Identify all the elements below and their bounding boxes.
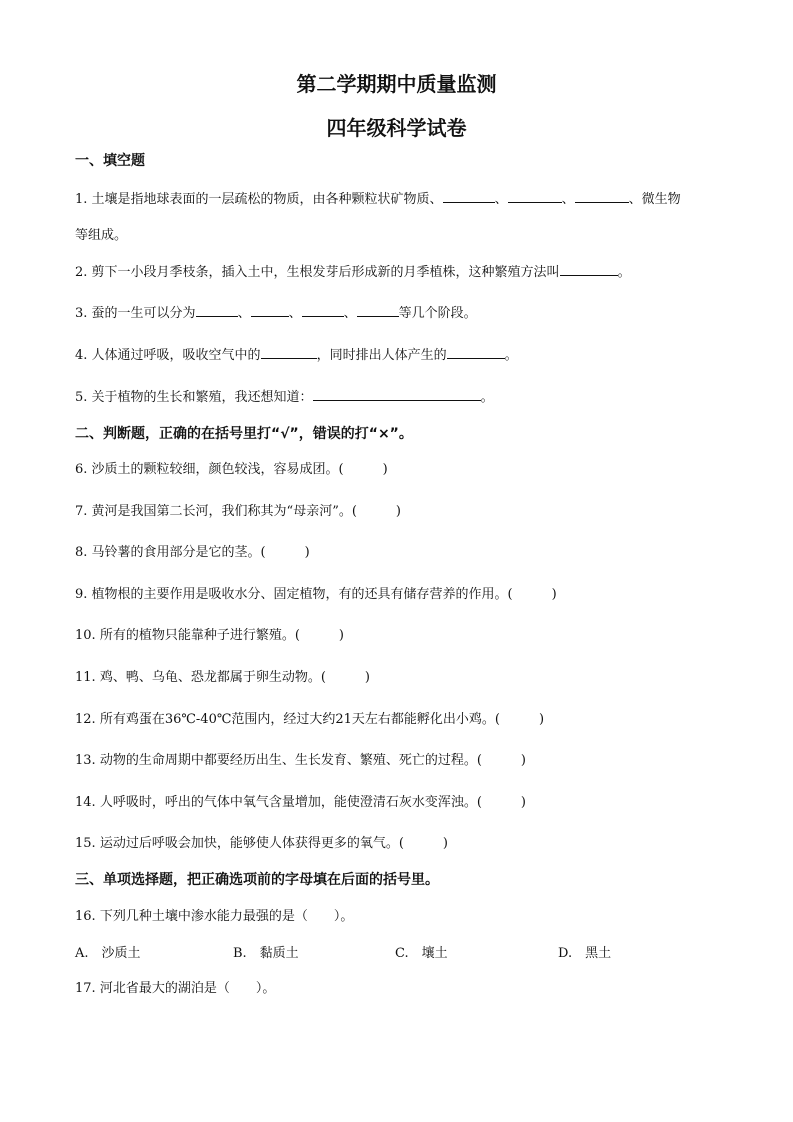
question-number: 1. (75, 192, 88, 207)
question-number: 4. (75, 348, 88, 363)
question-8 (75, 541, 310, 560)
question-text: 。 (617, 265, 631, 280)
question-2 (75, 261, 631, 280)
question-text: 黄河是我国第二长河，我们称其为“母亲河”。( ) (91, 504, 401, 519)
question-text: 所有的植物只能靠种子进行繁殖。( ) (99, 628, 344, 643)
section-multiple-choice-heading: 三、单项选择题，把正确选项前的字母填在后面的括号里。 (75, 872, 439, 888)
answer-blank[interactable] (575, 191, 629, 203)
question-number: 9. (75, 587, 88, 602)
section-fill-blank-heading: 一、填空题 (75, 153, 145, 169)
question-text: 关于植物的生长和繁殖，我还想知道： (91, 390, 313, 405)
question-17 (75, 977, 275, 996)
answer-blank[interactable] (508, 191, 562, 203)
question-number: 16. (75, 909, 96, 924)
question-number: 12. (75, 712, 96, 727)
answer-blank[interactable] (261, 347, 317, 359)
question-number: 11. (75, 670, 96, 685)
option-b[interactable]: B. 黏质土 (233, 946, 299, 961)
question-number: 8. (75, 545, 88, 560)
separator: 、 (494, 192, 508, 207)
question-text: 。 (480, 390, 494, 405)
answer-blank[interactable] (357, 305, 399, 317)
question-number: 13. (75, 753, 96, 768)
answer-blank[interactable] (302, 305, 344, 317)
question-number: 2. (75, 265, 88, 280)
question-11 (75, 666, 370, 685)
question-number: 3. (75, 306, 88, 321)
separator: 、 (237, 306, 251, 321)
option-a[interactable]: A. 沙质土 (75, 946, 141, 961)
question-text: 剪下一小段月季枝条，插入土中，生根发芽后形成新的月季植株，这种繁殖方法叫 (91, 265, 560, 280)
question-number: 14. (75, 795, 96, 810)
answer-blank[interactable] (251, 305, 289, 317)
question-text: ，同时排出人体产生的 (316, 348, 447, 363)
separator: 、 (288, 306, 302, 321)
question-text: 河北省最大的湖泊是（ ）。 (99, 981, 276, 996)
separator: 、 (343, 306, 357, 321)
separator: 、 (561, 192, 575, 207)
question-text: 动物的生命周期中都要经历出生、生长发育、繁殖、死亡的过程。( ) (99, 753, 526, 768)
question-7 (75, 500, 401, 519)
question-1-continued: 等组成。 (75, 228, 128, 243)
question-text: 土壤是指地球表面的一层疏松的物质，由各种颗粒状矿物质、 (91, 192, 443, 207)
question-number: 10. (75, 628, 96, 643)
question-text: 、微生物 (628, 192, 681, 207)
exam-title: 第二学期期中质量监测 (296, 72, 497, 96)
question-number: 7. (75, 504, 88, 519)
question-6 (75, 458, 388, 477)
question-number: 5. (75, 390, 88, 405)
exam-subtitle: 四年级科学试卷 (326, 116, 467, 140)
question-text: 等几个阶段。 (398, 306, 477, 321)
question-text: 马铃薯的食用部分是它的茎。( ) (91, 545, 310, 560)
answer-blank[interactable] (313, 389, 481, 401)
answer-blank[interactable] (196, 305, 238, 317)
question-text: 人体通过呼吸，吸收空气中的 (91, 348, 261, 363)
question-number: 15. (75, 836, 96, 851)
question-text: 沙质土的颗粒较细，颜色较浅，容易成团。( ) (91, 462, 388, 477)
question-number: 6. (75, 462, 88, 477)
question-12 (75, 708, 544, 727)
answer-blank[interactable] (443, 191, 495, 203)
question-3 (75, 302, 477, 321)
question-text: 蚕的一生可以分为 (91, 306, 196, 321)
section-true-false-heading: 二、判断题，正确的在括号里打“√”，错误的打“×”。 (75, 426, 413, 442)
question-14 (75, 791, 526, 810)
question-15 (75, 832, 448, 851)
answer-blank[interactable] (560, 264, 618, 276)
option-c[interactable]: C. 壤土 (395, 946, 448, 961)
option-d[interactable]: D. 黑土 (558, 946, 612, 961)
question-16 (75, 905, 353, 924)
question-text: 运动过后呼吸会加快，能够使人体获得更多的氧气。( ) (99, 836, 448, 851)
question-text: 鸡、鸭、乌龟、恐龙都属于卵生动物。( ) (99, 670, 370, 685)
question-text: 所有鸡蛋在36℃-40℃范围内，经过大约21天左右都能孵化出小鸡。( ) (99, 712, 545, 727)
question-text: 植物根的主要作用是吸收水分、固定植物，有的还具有储存营养的作用。( ) (91, 587, 557, 602)
question-text: 。 (504, 348, 518, 363)
question-text: 人呼吸时，呼出的气体中氧气含量增加，能使澄清石灰水变浑浊。( ) (99, 795, 526, 810)
answer-blank[interactable] (447, 347, 505, 359)
question-5 (75, 386, 494, 405)
question-10 (75, 624, 344, 643)
question-text: 下列几种土壤中渗水能力最强的是（ ）。 (99, 909, 354, 924)
question-13 (75, 749, 526, 768)
question-9 (75, 583, 557, 602)
question-number: 17. (75, 981, 96, 996)
question-4 (75, 344, 518, 363)
question-1 (75, 188, 681, 207)
